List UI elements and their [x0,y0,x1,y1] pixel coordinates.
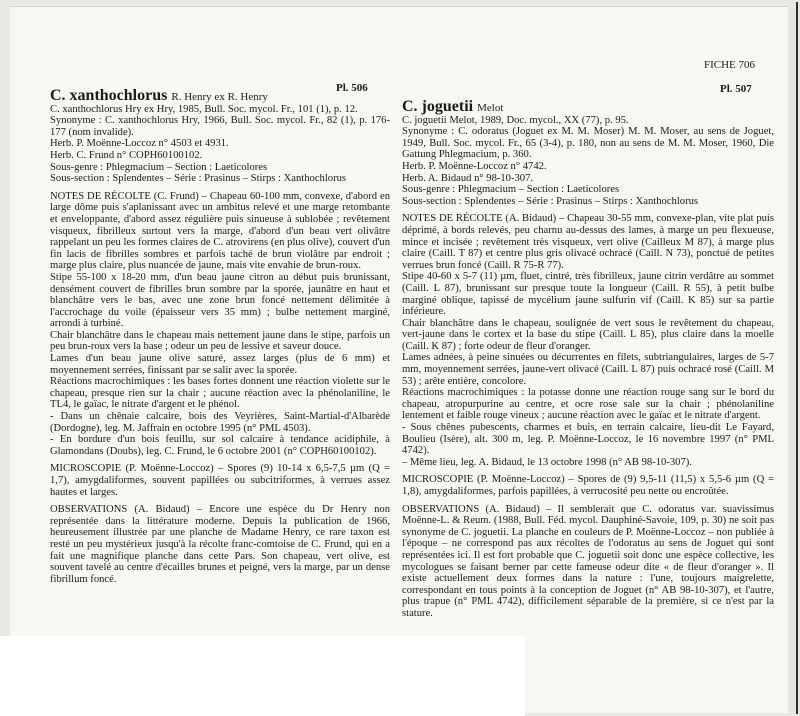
right-column [402,98,774,620]
left-synonym: Synonyme : C. xanthochlorus Hry, 1966, Bull. Soc. mycol. Fr., 82 (1), p. 176-177 (nom invalide). [50,115,390,138]
left-reference: C. xanthochlorus Hry ex Hry, 1985, Bull. Soc. mycol. Fr., 101 (1), p. 12. [50,103,358,115]
left-notes-stipe: Stipe 55-100 x 18-20 mm, d'un beau jaune citron au début puis brunissant, densément couvert de fibrilles brun sombre par la sporée, jaunâtre en haut et blanchâtre vers le bas, avec une zone brun foncé nettement délimitée à l'accrochage du voile (épaisseur vers 35 mm) ; bulbe nettement marginé, arrondi à turbiné. [50,271,390,330]
right-notes-cap: NOTES DE RÉCOLTE (A. Bidaud) – Chapeau 30-55 mm, convexe-plan, vite plat puis déprimé, à bords relevés, peu charnu au-dessus des lames, à marge un peu flexueuse, mince et incisée ; revêtement très visqueux, vert olive (Cailleux M 87), à marge plus claire (Caill. T 87) et centre plus gris olivacé ochracé (Caill. N 73), ponctué de petites verrues brun foncé (Caill. R 75-R 77). [402,213,774,271]
right-species-title [402,98,774,115]
right-notes-reactions: Réactions macrochimiques : la potasse donne une réaction rouge sang sur le bord du chapeau, atropurpurine au centre, et ocre rose sale sur la chair ; phénolaniline lentement et faible rouge vineux ; aucune réaction avec le gaïac et le nitrate d'argent. [402,387,774,422]
left-observations: OBSERVATIONS (A. Bidaud) – Encore une espèce du Dr Henry non représentée dans la littérature moderne. Depuis la publication de 1966, heureusement illustrée par une planche de Madame Henry, ce rare taxon est resté un peu mystérieux jusqu'à la récolte franc-comtoise de C. Frund, qui en a fait une magnifique planche dans cette Pars. Son chapeau, vert olive, est souvent tavelé au centre d'écailles brunes et peigné, vers la marge, par un dense fibrillum foncé. [50,504,390,585]
scan-blank-corner [0,636,525,716]
left-notes-collection-2: - En bordure d'un bois feuillu, sur sol calcaire à tendance acidiphile, à Glamondans (Doubs), leg. C. Frund, le 6 octobre 2001 (n° COPH60100102). [50,434,390,457]
right-herbarium-1: Herb. P. Moënne-Loccoz n° 4742. [402,160,547,172]
document-page [10,6,788,713]
left-subsection: Sous-section : Splendentes – Série : Prasinus – Stirps : Xanthochlorus [50,173,347,185]
right-edge-rule [796,2,798,714]
right-reference: C. joguetii Melot, 1989, Doc. mycol., XX (77), p. 95. [402,114,629,126]
left-notes-reactions: Réactions macrochimiques : les bases fortes donnent une réaction violette sur le chapeau, presque rien sur la chair ; aucune réaction avec la phénolaniline, le TL4, le gaïac, le nitrate d'argent et le phénol. [50,376,390,411]
left-species-author: R. Henry ex R. Henry [171,91,268,103]
right-notes-collection-1: - Sous chênes pubescents, charmes et buis, en terrain calcaire, lieu-dit Le Fayard, Boulieu (Isère), alt. 300 m, leg. P. Moënne-Loccoz, le 16 novembre 1997 (n° PML 4742). [402,422,774,457]
right-herbarium-2: Herb. A. Bidaud n° 98-10-307. [402,172,534,184]
right-subsection: Sous-section : Splendentes – Série : Prasinus – Stirps : Xanthochlorus [402,195,699,207]
right-species-name: C. joguetii [402,98,474,115]
right-observations: OBSERVATIONS (A. Bidaud) – Il semblerait que C. odoratus var. suavissimus Moënne-L. & Reum. (1988, Bull. Féd. mycol. Dauphiné-Savoie, 109, p. 30) ne soit pas synonyme de C. joguetii. La planche en couleurs de P. Moënne-Loccoz – non publiée à l'époque – ne correspond pas aux récoltes de l'odoratus au sens de Joguet qui sont représentées ici. Il est fort probable que C. joguetii soit donc une espèce collective, les mycologues se faisant berner par cette fameuse odeur dite « de fleur d'oranger ». Il existe actuellement deux formes dans la nature : l'une, toujours maigrelette, correspondant en tous points à la conception de Joguet (n° AB 98-10-307), et l'autre, plus trapue (n° PML 4742), difficilement séparable de la première, si ce n'est par la stature. [402,503,774,619]
left-notes-gills: Lames d'un beau jaune olive saturé, assez larges (plus de 6 mm) et moyennement serrées, finissant par se salir avec la sporée. [50,353,390,376]
left-notes-collection-1: - Dans un chênaie calcaire, bois des Veyrières, Saint-Martial-d'Albarède (Dordogne), leg. M. Jaffrain en octobre 1995 (n° PML 4503). [50,411,390,434]
right-species-author: Melot [477,102,504,114]
right-notes-flesh: Chair blanchâtre dans le chapeau, soulignée de vert sous le revêtement du chapeau, vert-jaune dans le cortex et la base du stipe (Caill. L 85), plus claire dans la moelle (Caill. K 87) ; forte odeur de fleur d'oranger. [402,317,774,352]
left-herbarium-1: Herb. P. Moënne-Loccoz n° 4503 et 4931. [50,138,229,150]
fiche-number: FICHE 706 [704,59,756,71]
right-notes-gills: Lames adnées, à peine sinuées ou décurrentes en filets, subtriangulaires, larges de 5-7 mm, moyennement serrées, jaune-vert olivacé (Caill. L 87) puis ochracé rosé (Caill. M 53) ; arête entière, concolore. [402,352,774,387]
left-notes-cap: NOTES DE RÉCOLTE (C. Frund) – Chapeau 60-100 mm, convexe, d'abord en large dôme puis s'aplanissant avec un ambitus relevé et une marge retombante et enveloppante, d'abord assez régulière puis sinueuse à sublobée ; revêtement visqueux, fibrilleux surtout vers la marge, d'abord d'un beau vert olivâtre rappelant un peu les formes claires de C. atrovirens (en plus olive), couvert d'un fin lacis de fibrilles sombres et parfois taché de brun violâtre par endroit ; marge plus claire, plus nuancée de jaune, mais vite envahie de brun-roux. [50,190,390,272]
right-notes-stipe: Stipe 40-60 x 5-7 (11) µm, fluet, cintré, très fibrilleux, jaune citrin verdâtre au sommet (Caill. L 87), brunissant sur presque toute la longueur (Caill. R 55), à petit bulbe marginé oblique, tapissé de mycélium jaune sulfurin vif (Caill. K 85) sur sa partie inférieure. [402,271,774,318]
left-plate-number: Pl. 506 [336,82,368,94]
left-notes-flesh: Chair blanchâtre dans le chapeau mais nettement jaune dans le stipe, parfois un peu brun-roux vers la base ; odeur un peu de lessive et saveur douce. [50,329,390,353]
right-microscopy: MICROSCOPIE (P. Moënne-Loccoz) – Spores de (9) 9,5-11 (11,5) x 5,5-6 µm (Q = 1,8), amygdaliformes, parfois papillées, à verrucosité peu nette ou encroûtée. [402,474,774,497]
left-subgenus: Sous-genre : Phlegmacium – Section : Laeticolores [50,161,268,173]
right-plate-number: Pl. 507 [720,83,752,95]
right-notes-collection-2: – Même lieu, leg. A. Bidaud, le 13 octobre 1998 (n° AB 98-10-307). [402,456,692,468]
right-subgenus: Sous-genre : Phlegmacium – Section : Laeticolores [402,184,620,196]
left-microscopy: MICROSCOPIE (P. Moënne-Loccoz) – Spores (9) 10-14 x 6,5-7,5 µm (Q = 1,7), amygdaliformes, souvent papillées ou subcitriformes, à verrues assez hautes et larges. [50,463,390,498]
left-herbarium-2: Herb. C. Frund n° COPH60100102. [50,149,203,161]
right-synonym: Synonyme : C. odoratus (Joguet ex M. M. Moser) M. M. Moser, au sens de Joguet, 1949, Bull. Soc. mycol. Fr., 65 (3-4), p. 180, non au sens de M. M. Moser, 1960, Die Gattung Phlegmacium, p. 360. [402,126,774,161]
left-species-name: C. xanthochlorus [50,87,168,104]
